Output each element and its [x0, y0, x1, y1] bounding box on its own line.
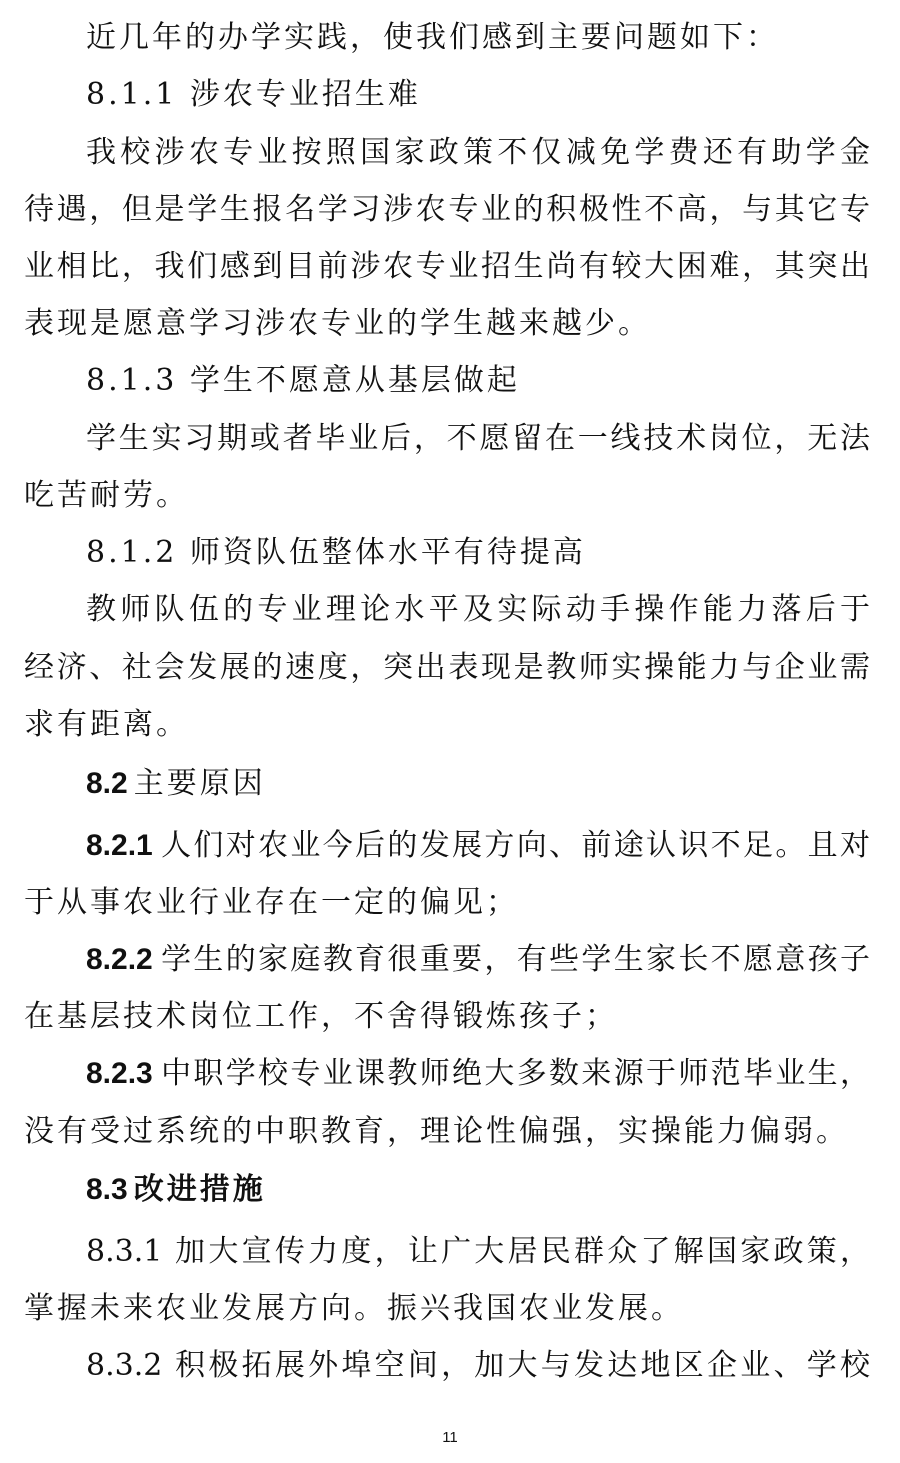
- paragraph-8-2-1-number: 8.2.1: [86, 829, 153, 862]
- paragraph-8-1-1-line-1: 我校涉农专业按照国家政策不仅减免学费还有助学金: [86, 135, 870, 170]
- paragraph-8-1-1-line-4: 表现是愿意学习涉农专业的学生越来越少。: [24, 306, 651, 341]
- heading-8-2: [86, 764, 870, 804]
- heading-8-1-1: 8.1.1 涉农专业招生难: [86, 77, 421, 112]
- paragraph-8-1-2-line-1: 教师队伍的专业理论水平及实际动手操作能力落后于: [86, 592, 870, 627]
- intro-paragraph: 近几年的办学实践，使我们感到主要问题如下：: [86, 20, 779, 55]
- heading-8-2-title: 主要原因: [133, 766, 266, 801]
- paragraph-8-1-2-line-3: 求有距离。: [24, 707, 189, 742]
- paragraph-8-2-2-number: 8.2.2: [86, 943, 153, 976]
- paragraph-8-1-2-line-2: 经济、社会发展的速度，突出表现是教师实操能力与企业需: [24, 650, 870, 685]
- heading-8-1-2: 8.1.2 师资队伍整体水平有待提高: [86, 535, 586, 570]
- paragraph-8-2-3-text: 中职学校专业课教师绝大多数来源于师范毕业生，: [158, 1056, 870, 1091]
- paragraph-8-2-3-line-2: 没有受过系统的中职教育，理论性偏强，实操能力偏弱。: [24, 1114, 849, 1149]
- paragraph-8-3-1-line-2: 掌握未来农业发展方向。振兴我国农业发展。: [24, 1291, 684, 1326]
- page-number: 11: [442, 1429, 458, 1446]
- paragraph-8-1-1-line-2: 待遇，但是学生报名学习涉农专业的积极性不高，与其它专: [24, 192, 870, 227]
- paragraph-8-2-3-number: 8.2.3: [86, 1057, 153, 1090]
- paragraph-8-1-1-line-3: 业相比，我们感到目前涉农专业招生尚有较大困难，其突出: [24, 249, 870, 284]
- heading-8-3-number: 8.3: [86, 1173, 128, 1206]
- paragraph-8-2-2-line-2: 在基层技术岗位工作，不舍得锻炼孩子；: [24, 999, 618, 1034]
- paragraph-8-2-3-line-1: [86, 1054, 870, 1094]
- paragraph-8-1-3-line-1: 学生实习期或者毕业后，不愿留在一线技术岗位，无法: [86, 421, 870, 456]
- paragraph-8-2-2-line-1: [86, 940, 870, 980]
- heading-8-1-3: 8.1.3 学生不愿意从基层做起: [86, 363, 520, 398]
- paragraph-8-3-1-line-1: 8.3.1 加大宣传力度，让广大居民群众了解国家政策，: [86, 1234, 870, 1269]
- paragraph-8-3-2-line-1: 8.3.2 积极拓展外埠空间，加大与发达地区企业、学校: [86, 1348, 870, 1383]
- paragraph-8-2-2-text: 学生的家庭教育很重要，有些学生家长不愿意孩子: [158, 942, 870, 977]
- paragraph-8-2-1-line-1: [86, 826, 870, 866]
- heading-8-2-number: 8.2: [86, 767, 128, 800]
- heading-8-3-title: 改进措施: [133, 1172, 266, 1207]
- paragraph-8-2-1-line-2: 于从事农业行业存在一定的偏见；: [24, 885, 519, 920]
- paragraph-8-2-1-text: 人们对农业今后的发展方向、前途认识不足。且对: [158, 828, 870, 863]
- heading-8-3: [86, 1170, 870, 1210]
- paragraph-8-1-3-line-2: 吃苦耐劳。: [24, 478, 189, 513]
